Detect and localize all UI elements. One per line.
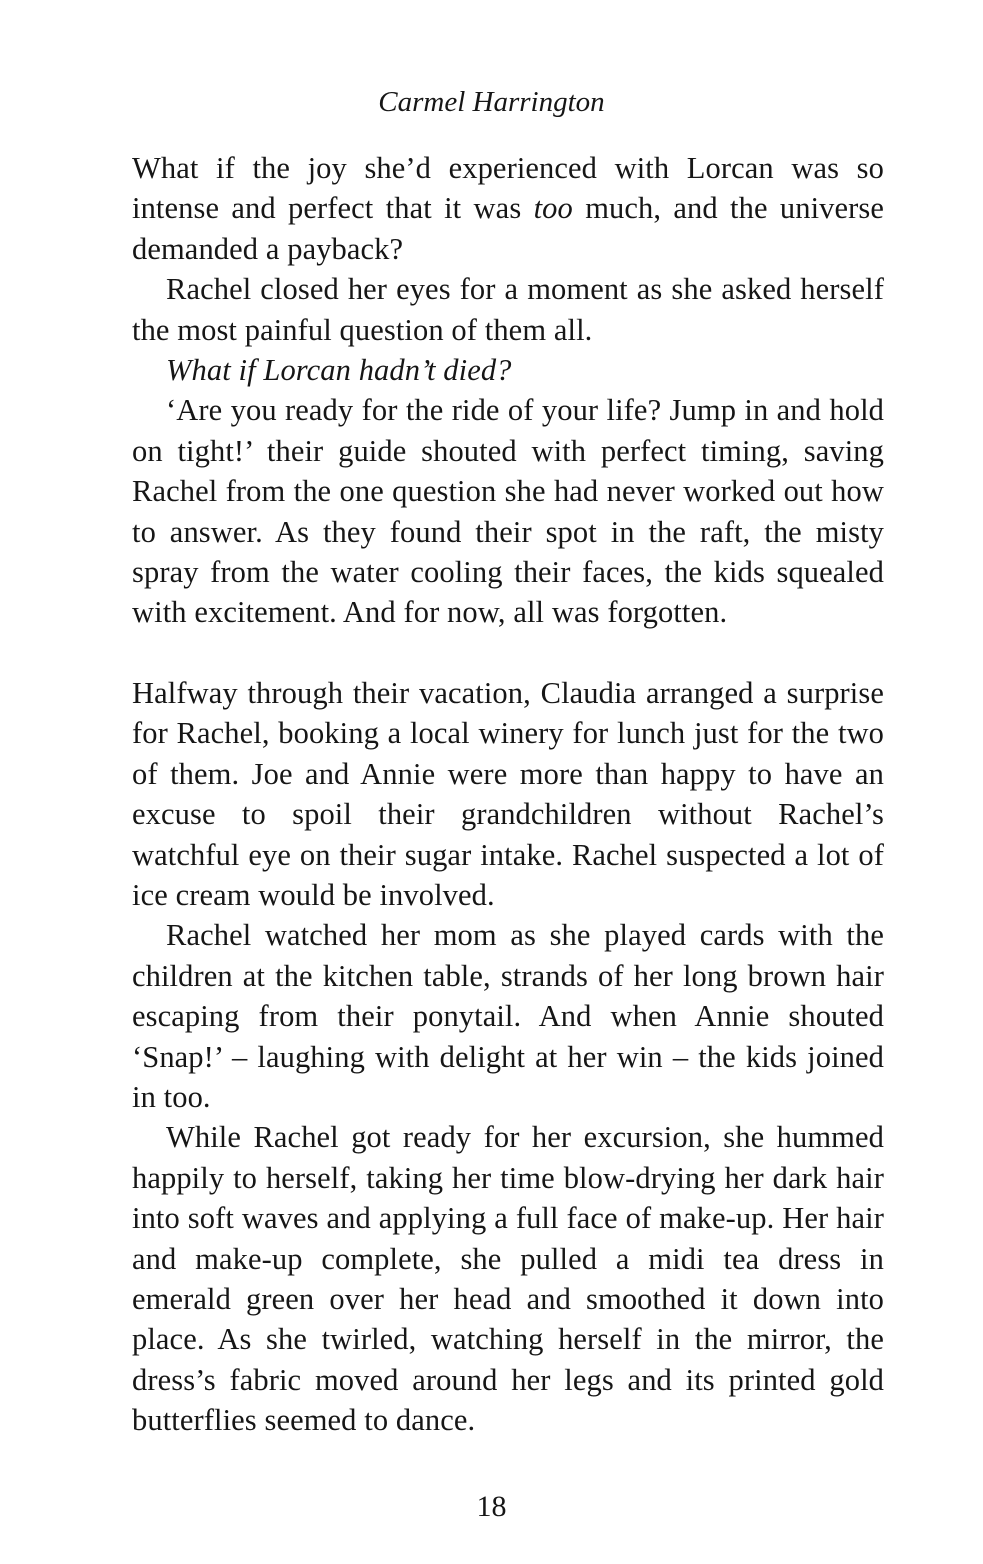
paragraph-1-part-a: What if the joy she’d experienced with Lorcan was so intense and perfect that it was bbox=[132, 151, 884, 226]
paragraph-3-thought: What if Lorcan hadn’t died? bbox=[166, 353, 512, 388]
paragraph-7: While Rachel got ready for her excursion, she hummed happily to herself, taking her time blow-drying her dark hair into soft waves and applying a full face of make-up. Her hair and make-up complete, she pulled a midi tea dress in emerald green over her head and smoothed it down into place. As she twirled, watching herself in the mirror, the dress’s fabric moved around her legs and its printed gold butterflies seemed to dance. bbox=[132, 1120, 884, 1438]
paragraph-2: Rachel closed her eyes for a moment as she asked herself the most painful question of them all. bbox=[132, 272, 884, 347]
paragraph-1 bbox=[132, 148, 884, 269]
paragraph-4: ‘Are you ready for the ride of your life? Jump in and hold on tight!’ their guide shouted with perfect timing, saving Rachel from the one question she had never worked out how to answer. As they found their spot in the raft, the misty spray from the water cooling their faces, the kids squealed with excitement. And for now, all was forgotten. bbox=[132, 393, 884, 630]
paragraph-6: Rachel watched her mom as she played cards with the children at the kitchen table, strands of her long brown hair escaping from their ponytail. And when Annie shouted ‘Snap!’ – laughing with delight at her win – the kids joined in too. bbox=[132, 918, 884, 1114]
paragraph-1-part-b: much, and the universe demanded a payback? bbox=[132, 191, 884, 266]
paragraph-5-section-start: Halfway through their vacation, Claudia arranged a surprise for Rachel, booking a local winery for lunch just for the two of them. Joe and Annie were more than happy to have an excuse to spoil their grandchildren without Rachel’s watchful eye on their sugar intake. Rachel suspected a lot of ice cream would be involved. bbox=[132, 675, 884, 912]
page-number: 18 bbox=[476, 1490, 507, 1523]
paragraph-1-emphasis: too bbox=[533, 191, 573, 226]
running-head: Carmel Harrington bbox=[378, 86, 605, 118]
body-text bbox=[132, 148, 884, 1441]
